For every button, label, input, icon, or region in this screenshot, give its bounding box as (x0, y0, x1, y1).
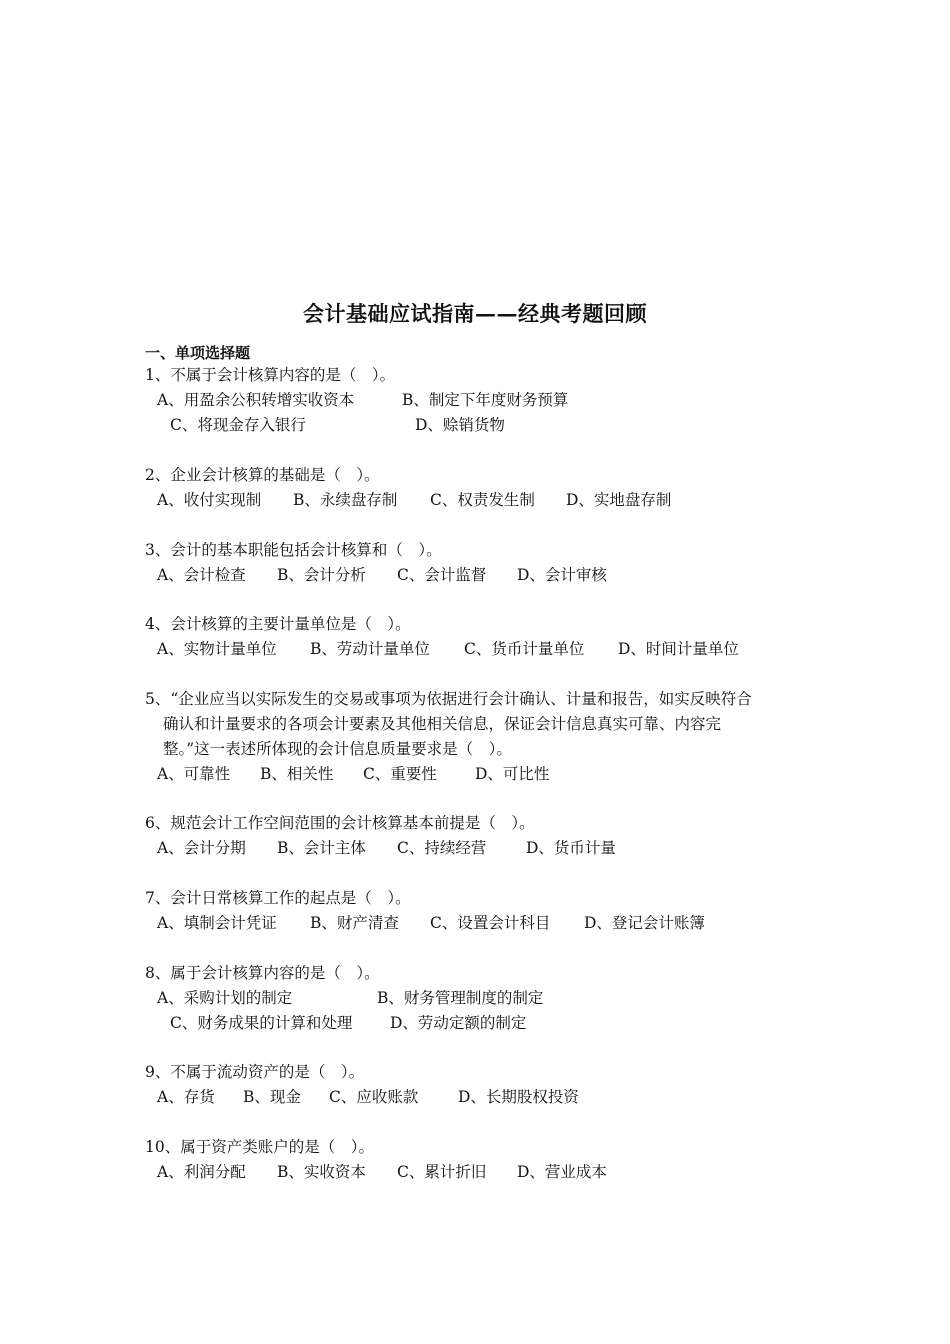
option-c: C、累计折旧 (397, 1163, 487, 1181)
option-c: C、持续经营 (397, 839, 487, 857)
option-d: D、营业成本 (517, 1163, 607, 1181)
option-d: D、长期股权投资 (458, 1088, 579, 1106)
question-5-stem-line-2: 确认和计量要求的各项会计要素及其他相关信息，保证会计信息真实可靠、内容完 (163, 715, 722, 733)
option-d: D、时间计量单位 (618, 640, 739, 658)
document-title: 会计基础应试指南——经典考题回顾 (303, 301, 647, 326)
option-a: A、采购计划的制定 (157, 989, 293, 1007)
option-c: C、应收账款 (329, 1088, 419, 1106)
option-b: B、实收资本 (277, 1163, 366, 1181)
question-5-stem-line-3: 整。”这一表述所体现的会计信息质量要求是（ ）。 (163, 740, 512, 758)
option-d: D、可比性 (475, 765, 550, 783)
option-a: A、填制会计凭证 (157, 914, 277, 932)
option-a: A、利润分配 (157, 1163, 246, 1181)
question-8-stem: 8、属于会计核算内容的是（ ）。 (145, 964, 380, 982)
option-a: A、实物计量单位 (157, 640, 277, 658)
option-d: D、货币计量 (526, 839, 616, 857)
option-a: A、会计分期 (157, 839, 246, 857)
option-c: C、财务成果的计算和处理 (170, 1014, 353, 1032)
option-b: B、会计主体 (277, 839, 366, 857)
option-d: D、登记会计账簿 (584, 914, 705, 932)
option-b: B、永续盘存制 (293, 491, 398, 509)
option-a: A、收付实现制 (157, 491, 262, 509)
question-1-stem: 1、不属于会计核算内容的是（ ）。 (145, 366, 396, 384)
option-c: C、将现金存入银行 (170, 416, 306, 434)
question-5-stem: 5、“企业应当以实际发生的交易或事项为依据进行会计确认、计量和报告，如实反映符合 (145, 690, 752, 708)
option-a: A、用盈余公积转增实收资本 (157, 391, 355, 409)
option-d: D、实地盘存制 (566, 491, 672, 509)
question-2-stem: 2、企业会计核算的基础是（ ）。 (145, 466, 380, 484)
option-c: C、货币计量单位 (464, 640, 585, 658)
option-b: B、财务管理制度的制定 (377, 989, 544, 1007)
section-heading: 一、单项选择题 (145, 344, 251, 362)
option-a: A、可靠性 (157, 765, 231, 783)
question-10-stem: 10、属于资产类账户的是（ ）。 (145, 1138, 374, 1156)
question-4-stem: 4、会计核算的主要计量单位是（ ）。 (145, 615, 411, 633)
option-b: B、相关性 (260, 765, 334, 783)
question-6-stem: 6、规范会计工作空间范围的会计核算基本前提是（ ）。 (145, 814, 535, 832)
option-b: B、财产清查 (310, 914, 399, 932)
option-c: C、重要性 (363, 765, 437, 783)
option-b: B、劳动计量单位 (310, 640, 430, 658)
option-d: D、劳动定额的制定 (390, 1014, 527, 1032)
option-a: A、存货 (157, 1088, 215, 1106)
option-d: D、会计审核 (517, 566, 607, 584)
question-9-stem: 9、不属于流动资产的是（ ）。 (145, 1063, 365, 1081)
option-b: B、现金 (243, 1088, 301, 1106)
option-d: D、赊销货物 (415, 416, 505, 434)
option-b: B、会计分析 (277, 566, 366, 584)
option-c: C、会计监督 (397, 566, 487, 584)
option-c: C、设置会计科目 (430, 914, 551, 932)
question-3-stem: 3、会计的基本职能包括会计核算和（ ）。 (145, 541, 442, 559)
option-b: B、制定下年度财务预算 (402, 391, 569, 409)
option-c: C、权责发生制 (430, 491, 535, 509)
question-7-stem: 7、会计日常核算工作的起点是（ ）。 (145, 889, 411, 907)
option-a: A、会计检查 (157, 566, 246, 584)
